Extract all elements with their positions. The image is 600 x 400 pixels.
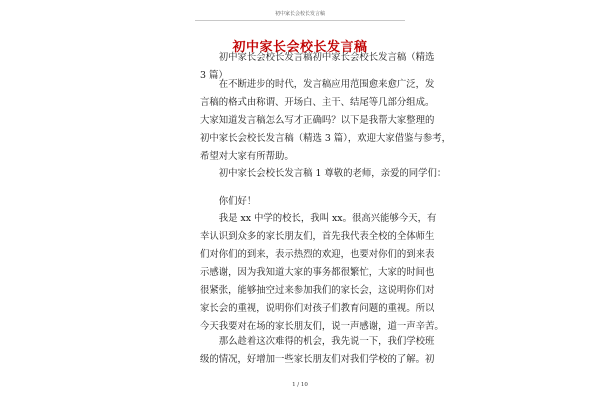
text-line: 我是 xx 中学的校长，我叫 xx。很高兴能够今天，有 <box>200 213 437 224</box>
text-line: 今天我要对在场的家长朋友们，说一声感谢，道一声辛苦。 <box>200 321 444 332</box>
text-line: 希望对大家有所帮助。 <box>200 151 294 162</box>
text-line: 3 篇） <box>200 70 228 81</box>
text-line: 幸认识到众多的家长朋友们，首先我代表全校的全体师生 <box>200 231 435 242</box>
running-header: 初中家长会校长发言稿 <box>274 11 325 17</box>
text-line: 家长会的重视，说明你们对孩子们教育问题的重视。所以 <box>200 303 435 314</box>
paragraph-speech-heading <box>200 165 447 183</box>
text-line: 级的情况，好增加一些家长朋友们对我们学校的了解。初 <box>200 354 435 365</box>
paragraph-background <box>200 76 451 166</box>
text-line: 言稿的格式由称谓、开场白、主干、结尾等几部分组成。 <box>200 97 435 108</box>
header-divider <box>195 20 405 21</box>
text-line: 们对你们的到来，表示热烈的欢迎，也要对你们的到来表 <box>200 249 435 260</box>
text-line: 在不断进步的时代，发言稿应用范围愈来愈广泛，发 <box>200 79 435 90</box>
text-line: 那么趁着这次难得的机会，我先说一下，我们学校班 <box>200 336 435 347</box>
text-line: 你们好！ <box>200 196 257 207</box>
document-title: 初中家长会校长发言稿 <box>232 40 368 55</box>
text-line: 初中家长会校长发言稿初中家长会校长发言稿（精选 <box>200 52 435 63</box>
text-line: 很紧张，能够抽空过来参加我们的家长会，这说明你们对 <box>200 285 435 296</box>
paragraph-school-intro <box>200 333 435 369</box>
paragraph-greeting <box>200 193 405 211</box>
text-line: 大家知道发言稿怎么写才正确吗？以下是我帮大家整理的 <box>200 115 435 126</box>
text-line: 初中家长会校长发言稿 1 尊敬的老师，亲爱的同学们： <box>200 168 447 179</box>
text-line: 初中家长会校长发言稿（精选 3 篇），欢迎大家借鉴与参考， <box>200 133 451 144</box>
text-line: 示感谢，因为我知道大家的事务都很繁忙，大家的时间也 <box>200 267 435 278</box>
page-number: 1 / 10 <box>292 382 308 388</box>
paragraph-welcome <box>200 210 444 336</box>
